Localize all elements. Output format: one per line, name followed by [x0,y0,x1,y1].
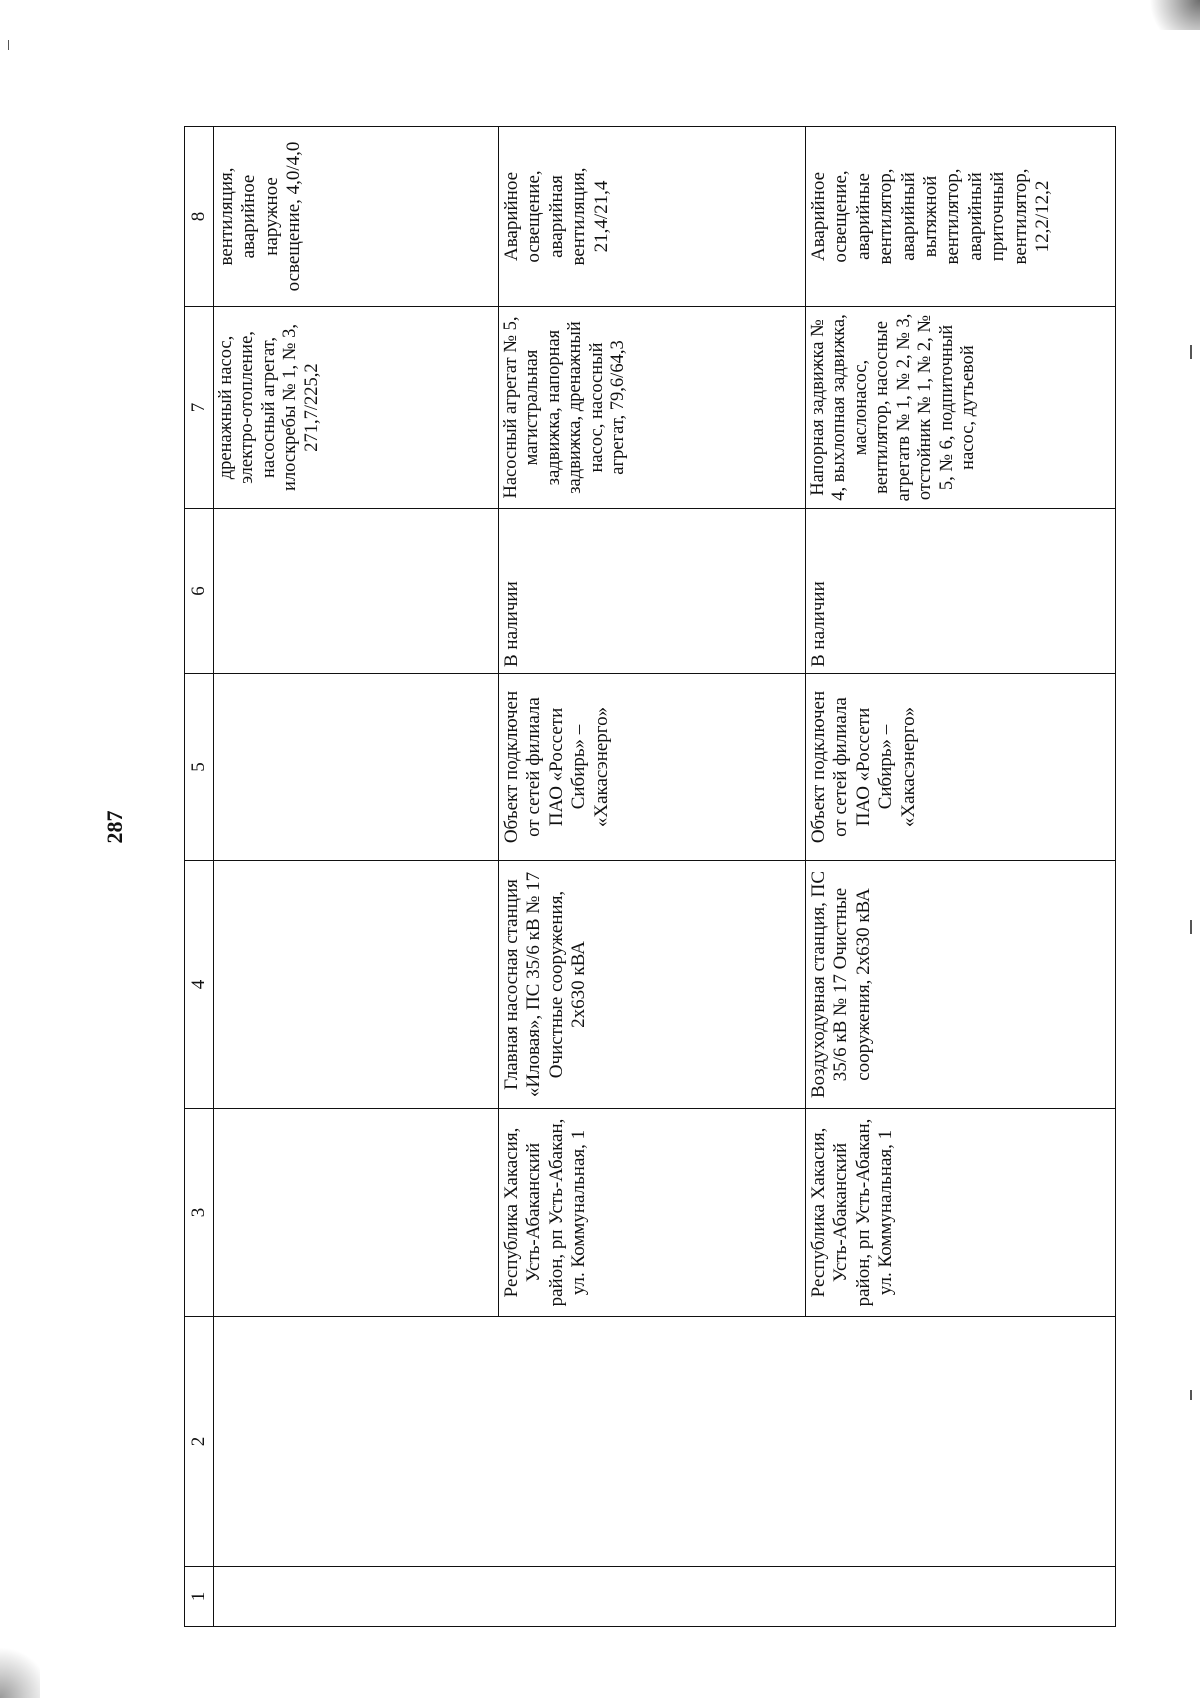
cell-col8: вентиляция, аварийное наружное освещение, 4,0/4,0 [214,127,499,307]
cell-col8: Аварийное освещение, аварийная вентиляция, 21,4/21,4 [499,127,806,307]
table-header-row [185,127,214,1627]
col-header-6: 6 [185,509,214,674]
cell-col3: Республика Хакасия, Усть-Абаканский район, рп Усть-Абакан, ул. Коммунальная, 1 [806,1109,1116,1317]
cell-col4: Главная насосная станция «Иловая», ПС 35/6 кВ № 17 Очистные сооружения, 2х630 кВА [499,861,806,1109]
col-header-4: 4 [185,861,214,1109]
cell-col5 [214,674,499,861]
cell-col3 [214,1109,499,1317]
scan-mark [1190,920,1192,934]
page-number: 287 [102,810,127,844]
col-header-7: 7 [185,307,214,509]
col-header-2: 2 [185,1317,214,1567]
cell-col5: Объект подключен от сетей филиала ПАО «Россети Сибирь» – «Хакасэнерго» [806,674,1116,861]
scan-mark [1190,1390,1192,1400]
cell-col4: Воздуходувная станция, ПС 35/6 кВ № 17 Очистные сооружения, 2х630 кВА [806,861,1116,1109]
scan-shadow-bottom-left [0,1638,40,1698]
cell-col7: дренажный насос, электро-отопление, насосный агрегат, илоскребы № 1, № 3, 271,7/225,2 [214,307,499,509]
cell-col3: Республика Хакасия, Усть-Абаканский район, рп Усть-Абакан, ул. Коммунальная, 1 [499,1109,806,1317]
rotated-table-container [184,127,1114,1627]
col-header-8: 8 [185,127,214,307]
cell-col1 [214,1567,1116,1627]
col-header-5: 5 [185,674,214,861]
cell-col8: Аварийное освещение, аварийные вентилятор, аварийный вытяжной вентилятор, аварийный приточный вентилятор, 12,2/12,2 [806,127,1116,307]
cell-col4 [214,861,499,1109]
cell-col7: Насосный агрегат № 5, магистральная задвижка, напорная задвижка, дренажный насос, насосный агрегат, 79,6/64,3 [499,307,806,509]
cell-col6 [214,509,499,674]
scan-shadow-top-right [1140,0,1200,30]
table-row [214,127,499,1627]
scan-mark [8,40,9,50]
cell-col5: Объект подключен от сетей филиала ПАО «Россети Сибирь» – «Хакасэнерго» [499,674,806,861]
scan-mark [1190,345,1192,359]
col-header-3: 3 [185,1109,214,1317]
cell-col2 [214,1317,1116,1567]
col-header-1: 1 [185,1567,214,1627]
data-table [184,126,1116,1627]
cell-col6: В наличии [499,509,806,674]
cell-col7: Напорная задвижка № 4, выхлопная задвижка, маслонасос, вентилятор, насосные агрегатв № 1, № 2, № 3, отстойник № 1, № 2, № 5, № 6, подпиточный насос, дутьевой [806,307,1116,509]
cell-col6: В наличии [806,509,1116,674]
